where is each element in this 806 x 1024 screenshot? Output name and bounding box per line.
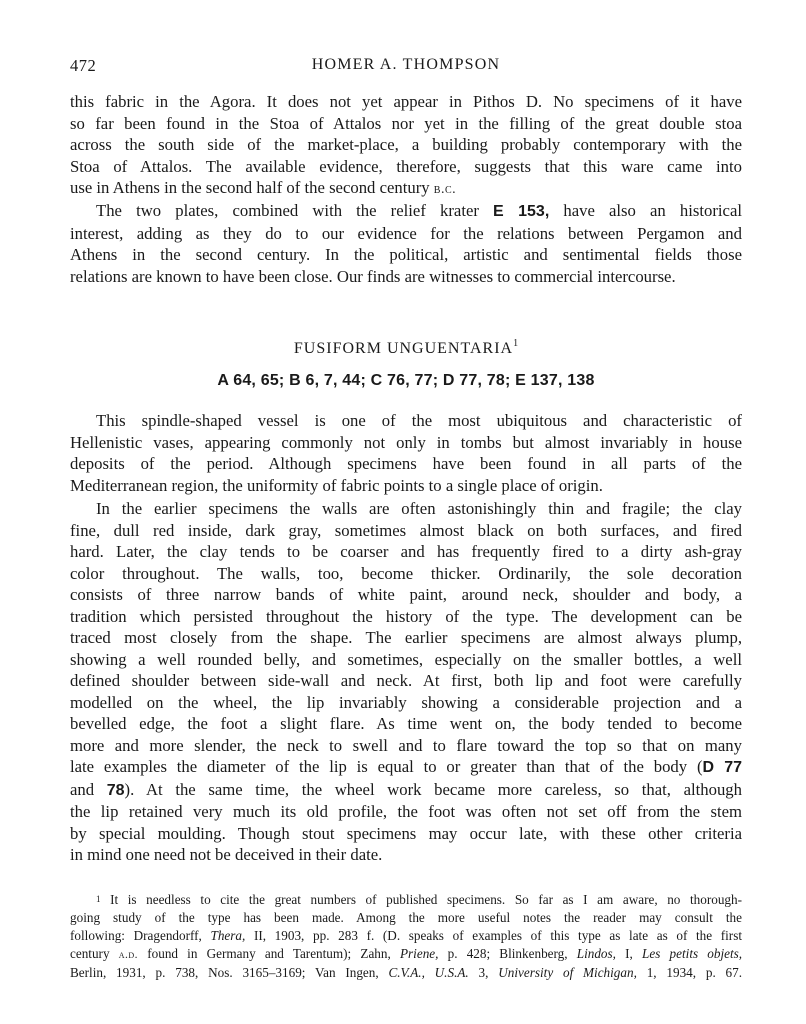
paragraph-1 (70, 91, 742, 201)
footnote-number: 1 (96, 894, 101, 904)
text-run: found in Germany and Tarentum); Zahn, (147, 946, 391, 961)
citation-title: Lindos, (576, 946, 616, 961)
text-line (70, 756, 742, 779)
text-run: late examples the diameter of the lip is equal to or greater than that of the body ( (70, 757, 703, 776)
text-line: across the south side of the market-place, a building probably contemporary with the (70, 135, 742, 154)
text-run: I, (625, 946, 633, 961)
text-line: modelled on the wheel, the lip invariably showing a considerable projection and a (70, 692, 742, 712)
footnote-line (70, 945, 742, 964)
text-run: century (70, 946, 110, 961)
text-run: and (70, 779, 95, 799)
footnote-line: going study of the type has been made. Among the more useful notes the reader may consult the (70, 910, 742, 925)
page-header (70, 56, 742, 80)
text-run: ). At the same time, the wheel work became more careless, so that, although (124, 779, 742, 799)
text-line: in mind one need not be deceived in their date. (70, 845, 383, 864)
text-line (70, 177, 742, 201)
text-run: 3, (478, 965, 489, 980)
text-line: This spindle-shaped vessel is one of the most ubiquitous and characteristic of (96, 411, 742, 430)
text-line: so far been found in the Stoa of Attalos nor yet in the filling of the great double stoa (70, 113, 742, 133)
citation-title: University of Michigan, (498, 965, 637, 980)
text-line: showing a well rounded belly, and sometimes, especially on the smaller bottles, a well (70, 649, 742, 669)
text-run: use in Athens in the second half of the second century (70, 178, 430, 197)
text-line (70, 779, 742, 802)
text-line: defined shoulder between side-wall and neck. At first, both lip and foot were carefully (70, 671, 742, 690)
text-run: following: Dragendorff, (70, 928, 202, 943)
citation-title: Thera, (210, 928, 246, 943)
text-line: Hellenistic vases, appearing commonly not only in tombs but almost invariably in house (70, 432, 742, 452)
text-line: Stoa of Attalos. The available evidence, therefore, suggests that this ware came into (70, 156, 742, 176)
text-run: p. 428; Blinkenberg, (447, 946, 568, 961)
text-line: traced most closely from the shape. The earlier specimens are almost always plump, (70, 628, 742, 647)
footnote-marker: 1 (513, 338, 519, 349)
text-line: by special moulding. Though stout specimens may occur late, with these other criteria (70, 823, 742, 843)
section-title (70, 340, 742, 358)
footnote-line (70, 964, 742, 982)
citation-title: Priene, (399, 946, 439, 961)
page-number: 472 (70, 56, 97, 75)
text-line: Mediterranean region, the uniformity of fabric points to a single place of origin. (70, 475, 603, 495)
text-line: bevelled edge, the foot a slight flare. As time went on, the body tended to become (70, 714, 742, 733)
footnote-line (70, 891, 742, 909)
catalogue-ref: E 153, (493, 203, 550, 220)
text-run: Berlin, 1931, p. 738, Nos. 3165–3169; Van Ingen, (70, 965, 379, 980)
catalogue-ref: D 77 (702, 759, 742, 776)
text-line: hard. Later, the clay tends to be coarser and has frequently fired to a dirty ash-gray (70, 542, 742, 561)
running-head: HOMER A. THOMPSON (311, 56, 501, 73)
text-line: this fabric in the Agora. It does not yet appear in Pithos D. No specimens of it have (70, 92, 742, 111)
text-run: II, 1903, pp. 283 f. (D. speaks of examples of this type as late as of the first (253, 928, 742, 943)
era-abbrev: b.c. (433, 182, 457, 197)
text-line: deposits of the period. Although specimens have been found in all parts of the (70, 454, 742, 473)
paragraph-2 (70, 200, 742, 287)
text-line: tradition which persisted throughout the history of the type. The development can be (70, 606, 742, 626)
citation-title: Les petits objets, (642, 946, 743, 961)
catalogue-ref: 78 (106, 781, 125, 799)
text-line (70, 200, 742, 223)
text-line: Athens in the second century. In the political, artistic and sentimental fields those (70, 245, 742, 264)
text-line: color throughout. The walls, too, become thicker. Ordinarily, the sole decoration (70, 563, 742, 583)
paragraph-3 (70, 410, 742, 496)
text-line: In the earlier specimens the walls are often astonishingly thin and fragile; the clay (96, 499, 742, 518)
text-line: more and more slender, the neck to swell and to flare toward the top so that on many (70, 735, 742, 755)
footnote-line (70, 927, 742, 945)
citation-title: C.V.A., U.S.A. (388, 965, 469, 980)
text-line: relations are known to have been close. Our finds are witnesses to commercial intercourse. (70, 266, 676, 286)
text-line: consists of three narrow bands of white paint, around neck, shoulder and body, a (70, 585, 742, 604)
paragraph-4 (70, 498, 742, 866)
text-run: It is needless to cite the great numbers of published specimens. So far as I am aware, no thorough- (110, 892, 742, 907)
catalogue-refs: A 64, 65; B 6, 7, 44; C 76, 77; D 77, 78; E 137, 138 (217, 372, 595, 389)
text-run: 1, 1934, p. 67. (646, 965, 743, 980)
footnote (70, 891, 742, 982)
text-line: interest, adding as they do to our evidence for the relations between Pergamon and (70, 223, 742, 243)
text-line: the lip retained very much its old profile, the foot was often not set off from the stem (70, 802, 742, 821)
text-run: have also an historical (563, 201, 742, 220)
text-run: The two plates, combined with the relief krater (96, 201, 479, 220)
text-line: fine, dull red inside, dark gray, sometimes almost black on both surfaces, and fired (70, 520, 742, 540)
section-title-text: FUSIFORM UNGUENTARIA (293, 340, 514, 357)
era-abbrev: a.d. (118, 949, 139, 961)
